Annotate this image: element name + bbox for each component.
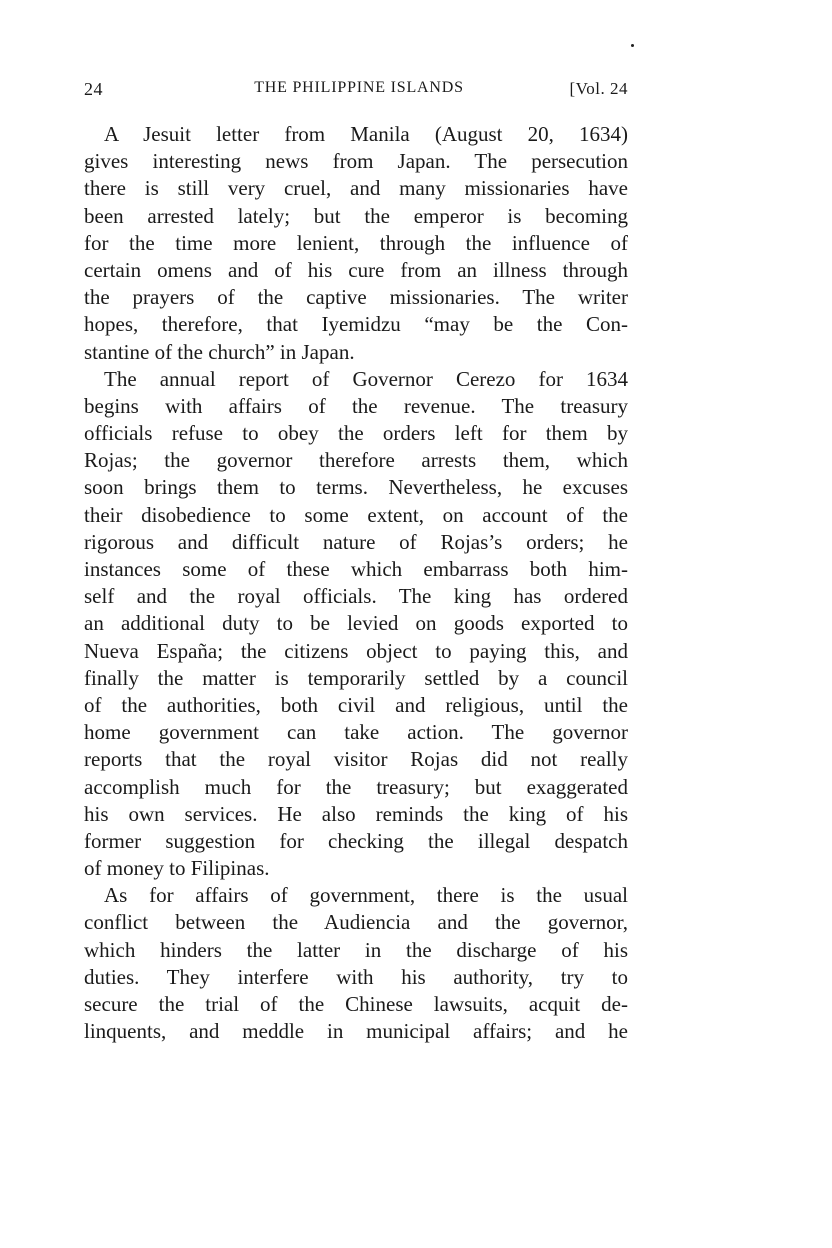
text-line: of the authorities, both civil and religious, until the (84, 692, 628, 717)
text-line: which hinders the latter in the discharge of his (84, 937, 628, 962)
text-line: The annual report of Governor Cerezo for 1634 (104, 366, 628, 391)
text-line: Nueva España; the citizens object to paying this, and (84, 638, 628, 663)
text-line: their disobedience to some extent, on account of the (84, 502, 628, 527)
volume-label: [Vol. 24 (569, 79, 628, 98)
text-line: former suggestion for checking the illegal despatch (84, 828, 628, 853)
text-line: certain omens and of his cure from an illness through (84, 257, 628, 282)
text-line: rigorous and difficult nature of Rojas’s orders; he (84, 529, 628, 554)
page-header (84, 79, 628, 105)
text-line: begins with affairs of the revenue. The treasury (84, 393, 628, 418)
text-line: reports that the royal visitor Rojas did not really (84, 747, 628, 772)
text-line: Rojas; the governor therefore arrests them, which (84, 448, 628, 473)
body-text (84, 121, 628, 1045)
text-line: accomplish much for the treasury; but exaggerated (84, 774, 628, 799)
text-line: instances some of these which embarrass both him- (84, 557, 628, 581)
text-line: linquents, and meddle in municipal affairs; and he (84, 1019, 628, 1044)
text-line: A Jesuit letter from Manila (August 20, 1634) (104, 122, 628, 146)
text-line: conflict between the Audiencia and the governor, (84, 910, 628, 935)
ink-speck (631, 44, 634, 47)
text-line: home government can take action. The governor (84, 720, 628, 745)
page-number: 24 (84, 79, 103, 99)
text-line: officials refuse to obey the orders left for them by (84, 421, 628, 446)
text-line: been arrested lately; but the emperor is becoming (84, 203, 628, 228)
running-title: THE PHILIPPINE ISLANDS (254, 79, 464, 96)
text-line: hopes, therefore, that Iyemidzu “may be the Con- (84, 312, 628, 337)
text-line: stantine of the church” in Japan. (84, 339, 355, 364)
text-line: As for affairs of government, there is the usual (104, 883, 628, 908)
text-line: finally the matter is temporarily settled by a council (84, 665, 628, 690)
text-line: there is still very cruel, and many missionaries have (84, 176, 628, 201)
text-line: self and the royal officials. The king has ordered (84, 584, 628, 609)
text-line: secure the trial of the Chinese lawsuits, acquit de- (84, 992, 628, 1016)
text-line: duties. They interfere with his authority, try to (84, 964, 628, 989)
text-line: of money to Filipinas. (84, 856, 270, 881)
text-line: for the time more lenient, through the influence of (84, 230, 628, 255)
text-line: soon brings them to terms. Nevertheless, he excuses (84, 475, 628, 500)
text-line: the prayers of the captive missionaries. The writer (84, 285, 628, 310)
text-line: gives interesting news from Japan. The persecution (84, 149, 628, 174)
text-line: an additional duty to be levied on goods exported to (84, 611, 628, 636)
text-line: his own services. He also reminds the king of his (84, 801, 628, 826)
